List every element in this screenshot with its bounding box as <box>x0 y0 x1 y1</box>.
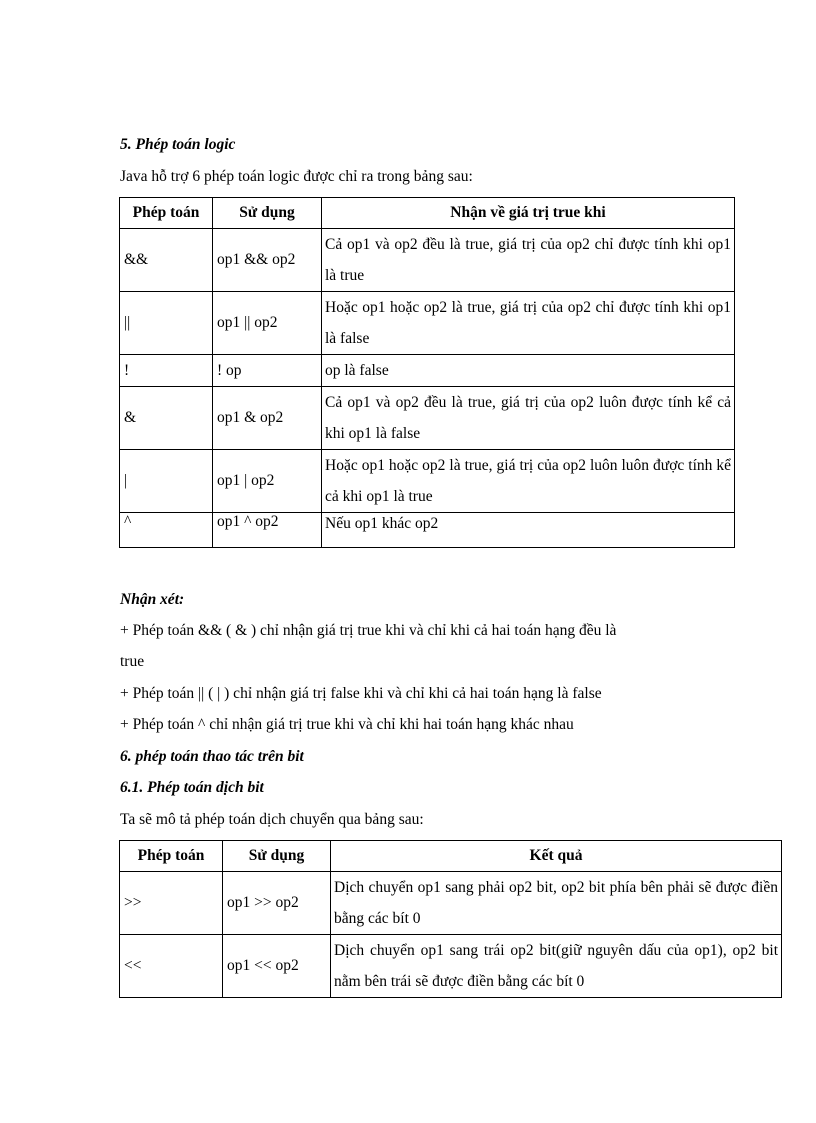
description-cell: Cả op1 và op2 đều là true, giá trị của op2 chỉ được tính khi op1 là true <box>322 229 735 292</box>
header-operator: Phép toán <box>120 198 213 229</box>
table-row <box>120 935 782 998</box>
usage-cell: op1 | op2 <box>213 450 322 513</box>
header-usage: Sử dụng <box>223 841 331 872</box>
remarks-heading: Nhận xét: <box>120 591 185 608</box>
usage-cell: ! op <box>213 355 322 387</box>
usage-cell: op1 & op2 <box>213 387 322 450</box>
operator-cell: ^ <box>120 513 213 548</box>
usage-cell: op1 << op2 <box>223 935 331 998</box>
table-row <box>120 355 735 387</box>
table-row <box>120 229 735 292</box>
description-cell: Hoặc op1 hoặc op2 là true, giá trị của op2 luôn luôn được tính kể cả khi op1 là true <box>322 450 735 513</box>
header-usage: Sử dụng <box>213 198 322 229</box>
bit-shift-table <box>119 840 782 998</box>
header-operator: Phép toán <box>120 841 223 872</box>
operator-cell: & <box>120 387 213 450</box>
description-cell: op là false <box>322 355 735 387</box>
remark-line-1: + Phép toán && ( & ) chỉ nhận giá trị true khi và chỉ khi cả hai toán hạng đều là <box>120 622 617 639</box>
section-6-heading: 6. phép toán thao tác trên bit <box>120 748 304 765</box>
description-cell: Dịch chuyển op1 sang trái op2 bit(giữ nguyên dấu của op1), op2 bit nằm bên trái sẽ được điền bằng các bít 0 <box>331 935 782 998</box>
description-cell: Nếu op1 khác op2 <box>322 513 735 548</box>
remark-line-3: + Phép toán ^ chỉ nhận giá trị true khi và chỉ khi hai toán hạng khác nhau <box>120 716 574 733</box>
table-row <box>120 872 782 935</box>
description-cell: Hoặc op1 hoặc op2 là true, giá trị của op2 chỉ được tính khi op1 là false <box>322 292 735 355</box>
operator-cell: >> <box>120 872 223 935</box>
usage-cell: op1 && op2 <box>213 229 322 292</box>
table-header-row <box>120 198 735 229</box>
description-cell: Cả op1 và op2 đều là true, giá trị của op2 luôn được tính kể cả khi op1 là false <box>322 387 735 450</box>
usage-cell: op1 ^ op2 <box>213 513 322 548</box>
table-header-row <box>120 841 782 872</box>
table-row <box>120 450 735 513</box>
usage-cell: op1 || op2 <box>213 292 322 355</box>
header-result: Kết quả <box>331 841 782 872</box>
section-5-heading: 5. Phép toán logic <box>120 136 236 153</box>
remark-line-2: + Phép toán || ( | ) chỉ nhận giá trị false khi và chỉ khi cả hai toán hạng là false <box>120 685 602 702</box>
logic-operators-table <box>119 197 735 548</box>
operator-cell: ! <box>120 355 213 387</box>
operator-cell: && <box>120 229 213 292</box>
operator-cell: << <box>120 935 223 998</box>
description-cell: Dịch chuyển op1 sang phải op2 bit, op2 bit phía bên phải sẽ được điền bằng các bít 0 <box>331 872 782 935</box>
section-5-intro: Java hỗ trợ 6 phép toán logic được chỉ ra trong bảng sau: <box>120 168 473 185</box>
operator-cell: | <box>120 450 213 513</box>
table-row <box>120 387 735 450</box>
table-row <box>120 513 735 548</box>
header-result: Nhận về giá trị true khi <box>322 198 735 229</box>
operator-cell: || <box>120 292 213 355</box>
table-row <box>120 292 735 355</box>
usage-cell: op1 >> op2 <box>223 872 331 935</box>
remark-line-1-cont: true <box>120 653 145 670</box>
section-6-1-intro: Ta sẽ mô tả phép toán dịch chuyển qua bảng sau: <box>120 811 424 828</box>
section-6-1-heading: 6.1. Phép toán dịch bit <box>120 779 264 796</box>
